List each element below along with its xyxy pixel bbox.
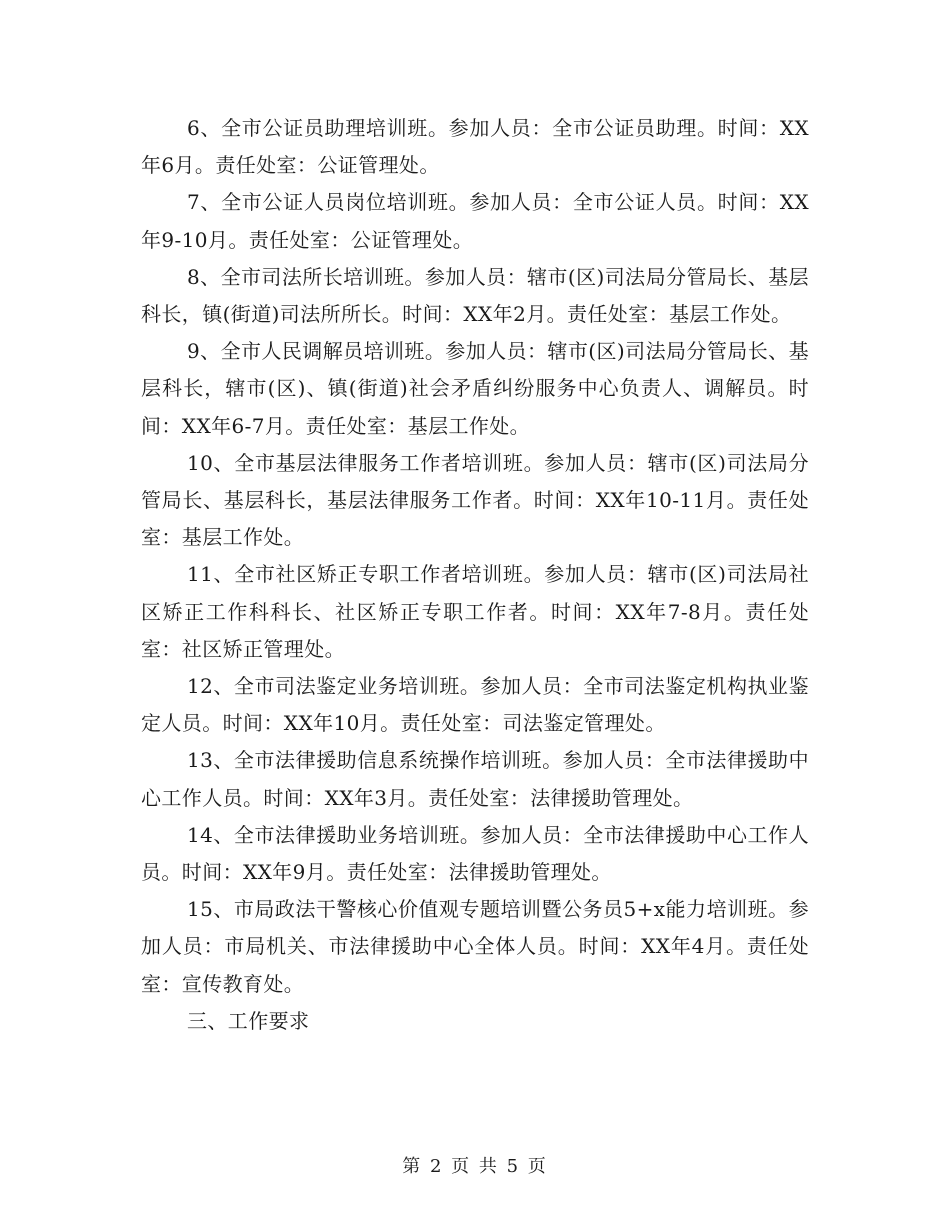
section-heading: 三、工作要求 xyxy=(187,1008,310,1033)
paragraph-item-11: 11、全市社区矫正专职工作者培训班。参加人员：辖市(区)司法局社区矫正工作科科长、社区矫正专职工作者。时间：XX年7-8月。责任处室：社区矫正管理处。 xyxy=(141,562,809,661)
page-number-footer: 第 2 页 共 5 页 xyxy=(402,1156,548,1177)
paragraph-item-6: 6、全市公证员助理培训班。参加人员：全市公证员助理。时间：XX年6月。责任处室：公证管理处。 xyxy=(141,116,809,178)
paragraph-item-14: 14、全市法律援助业务培训班。参加人员：全市法律援助中心工作人员。时间：XX年9月。责任处室：法律援助管理处。 xyxy=(141,822,809,885)
paragraph-item-10: 10、全市基层法律服务工作者培训班。参加人员：辖市(区)司法局分管局长、基层科长，基层法律服务工作者。时间：XX年10-11月。责任处室：基层工作处。 xyxy=(141,450,809,550)
paragraph-item-12: 12、全市司法鉴定业务培训班。参加人员：全市司法鉴定机构执业鉴定人员。时间：XX年10月。责任处室：司法鉴定管理处。 xyxy=(141,674,809,736)
document-body xyxy=(141,110,809,1040)
paragraph-item-13: 13、全市法律援助信息系统操作培训班。参加人员：全市法律援助中心工作人员。时间：XX年3月。责任处室：法律援助管理处。 xyxy=(141,748,809,810)
paragraph-item-15: 15、市局政法干警核心价值观专题培训暨公务员5+x能力培训班。参加人员：市局机关、市法律援助中心全体人员。时间：XX年4月。责任处室：宣传教育处。 xyxy=(141,897,809,996)
paragraph-item-8: 8、全市司法所长培训班。参加人员：辖市(区)司法局分管局长、基层科长，镇(街道)司法所所长。时间：XX年2月。责任处室：基层工作处。 xyxy=(141,264,809,327)
paragraph-item-9: 9、全市人民调解员培训班。参加人员：辖市(区)司法局分管局长、基层科长，辖市(区)、镇(街道)社会矛盾纠纷服务中心负责人、调解员。时间：XX年6-7月。责任处室：基层工作处。 xyxy=(141,339,809,438)
paragraph-item-7: 7、全市公证人员岗位培训班。参加人员：全市公证人员。时间：XX年9-10月。责任处室：公证管理处。 xyxy=(141,190,809,252)
